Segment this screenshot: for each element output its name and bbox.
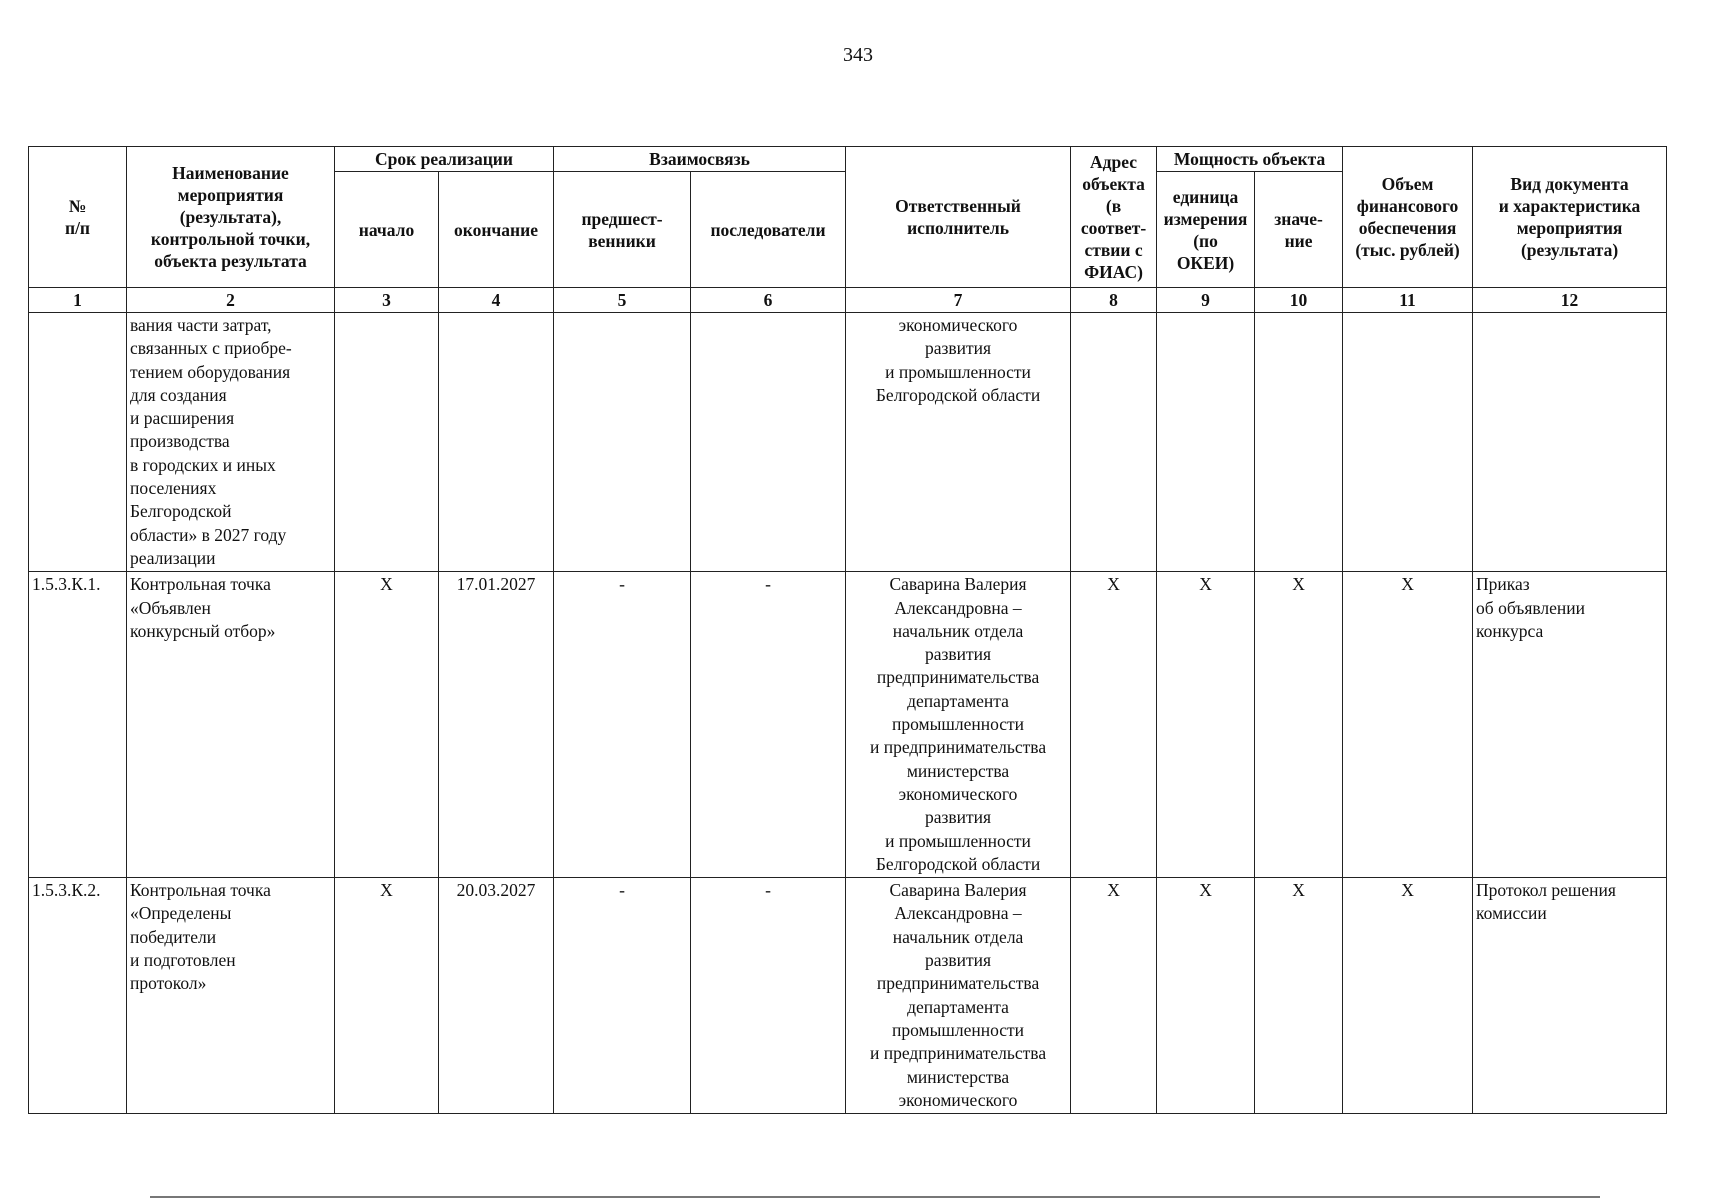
- cell-unit: X: [1157, 572, 1255, 878]
- plan-table: [28, 146, 1667, 1114]
- cell-doc: Протокол решения комиссии: [1473, 878, 1667, 1114]
- column-number: 11: [1343, 288, 1473, 313]
- cell-finance: X: [1343, 878, 1473, 1114]
- cell-end: [439, 313, 554, 572]
- cell-unit: [1157, 313, 1255, 572]
- cell-name: Контрольная точка «Определены победители и подготовлен протокол»: [127, 878, 335, 1114]
- header-relation: Взаимосвязь: [554, 147, 846, 172]
- column-number: 4: [439, 288, 554, 313]
- column-number: 2: [127, 288, 335, 313]
- cell-value: X: [1255, 878, 1343, 1114]
- cell-value: X: [1255, 572, 1343, 878]
- column-number: 5: [554, 288, 691, 313]
- cell-address: X: [1071, 572, 1157, 878]
- cell-responsible: Саварина Валерия Александровна – начальник отдела развития предпринимательства департамента промышленности и предпринимательства министерства экономического: [846, 878, 1071, 1114]
- header-doc-type: Вид документа и характеристика мероприятия (результата): [1473, 147, 1667, 288]
- cell-address: [1071, 313, 1157, 572]
- cell-predecessors: -: [554, 572, 691, 878]
- column-number: 8: [1071, 288, 1157, 313]
- scan-edge-line: [150, 1196, 1600, 1198]
- cell-successors: [691, 313, 846, 572]
- cell-num: 1.5.3.К.2.: [29, 878, 127, 1114]
- header-predecessors: предшест- венники: [554, 172, 691, 288]
- header-end: окончание: [439, 172, 554, 288]
- header-unit: единица измерения (по ОКЕИ): [1157, 172, 1255, 288]
- cell-successors: -: [691, 878, 846, 1114]
- column-number: 3: [335, 288, 439, 313]
- cell-start: X: [335, 878, 439, 1114]
- cell-doc: [1473, 313, 1667, 572]
- column-number: 1: [29, 288, 127, 313]
- header-name: Наименование мероприятия (результата), контрольной точки, объекта результата: [127, 147, 335, 288]
- cell-end: 17.01.2027: [439, 572, 554, 878]
- cell-responsible: экономического развития и промышленности Белгородской области: [846, 313, 1071, 572]
- column-number: 12: [1473, 288, 1667, 313]
- header-start: начало: [335, 172, 439, 288]
- header-finance: Объем финансового обеспечения (тыс. рублей): [1343, 147, 1473, 288]
- cell-unit: X: [1157, 878, 1255, 1114]
- cell-value: [1255, 313, 1343, 572]
- header-address: Адрес объекта (в соответ- ствии с ФИАС): [1071, 147, 1157, 288]
- page-number: 343: [843, 44, 873, 66]
- header-capacity: Мощность объекта: [1157, 147, 1343, 172]
- cell-end: 20.03.2027: [439, 878, 554, 1114]
- header-term: Срок реализации: [335, 147, 554, 172]
- cell-predecessors: [554, 313, 691, 572]
- table-row: [29, 572, 1667, 878]
- column-number: 9: [1157, 288, 1255, 313]
- cell-responsible: Саварина Валерия Александровна – начальник отдела развития предпринимательства департамента промышленности и предпринимательства министерства экономического развития и промышленности Белгородской области: [846, 572, 1071, 878]
- column-number: 6: [691, 288, 846, 313]
- cell-num: 1.5.3.К.1.: [29, 572, 127, 878]
- table-row: [29, 878, 1667, 1114]
- cell-name: вания части затрат, связанных с приобре- тением оборудования для создания и расширения производства в городских и иных поселениях Белгородской области» в 2027 году реализации: [127, 313, 335, 572]
- cell-finance: [1343, 313, 1473, 572]
- table-row: [29, 313, 1667, 572]
- header-value: значе- ние: [1255, 172, 1343, 288]
- cell-doc: Приказ об объявлении конкурса: [1473, 572, 1667, 878]
- cell-num: [29, 313, 127, 572]
- cell-successors: -: [691, 572, 846, 878]
- cell-name: Контрольная точка «Объявлен конкурсный отбор»: [127, 572, 335, 878]
- header-successors: последователи: [691, 172, 846, 288]
- column-number: 7: [846, 288, 1071, 313]
- cell-predecessors: -: [554, 878, 691, 1114]
- header-responsible: Ответственный исполнитель: [846, 147, 1071, 288]
- column-number: 10: [1255, 288, 1343, 313]
- header-num: № п/п: [29, 147, 127, 288]
- cell-address: X: [1071, 878, 1157, 1114]
- cell-start: X: [335, 572, 439, 878]
- cell-finance: X: [1343, 572, 1473, 878]
- cell-start: [335, 313, 439, 572]
